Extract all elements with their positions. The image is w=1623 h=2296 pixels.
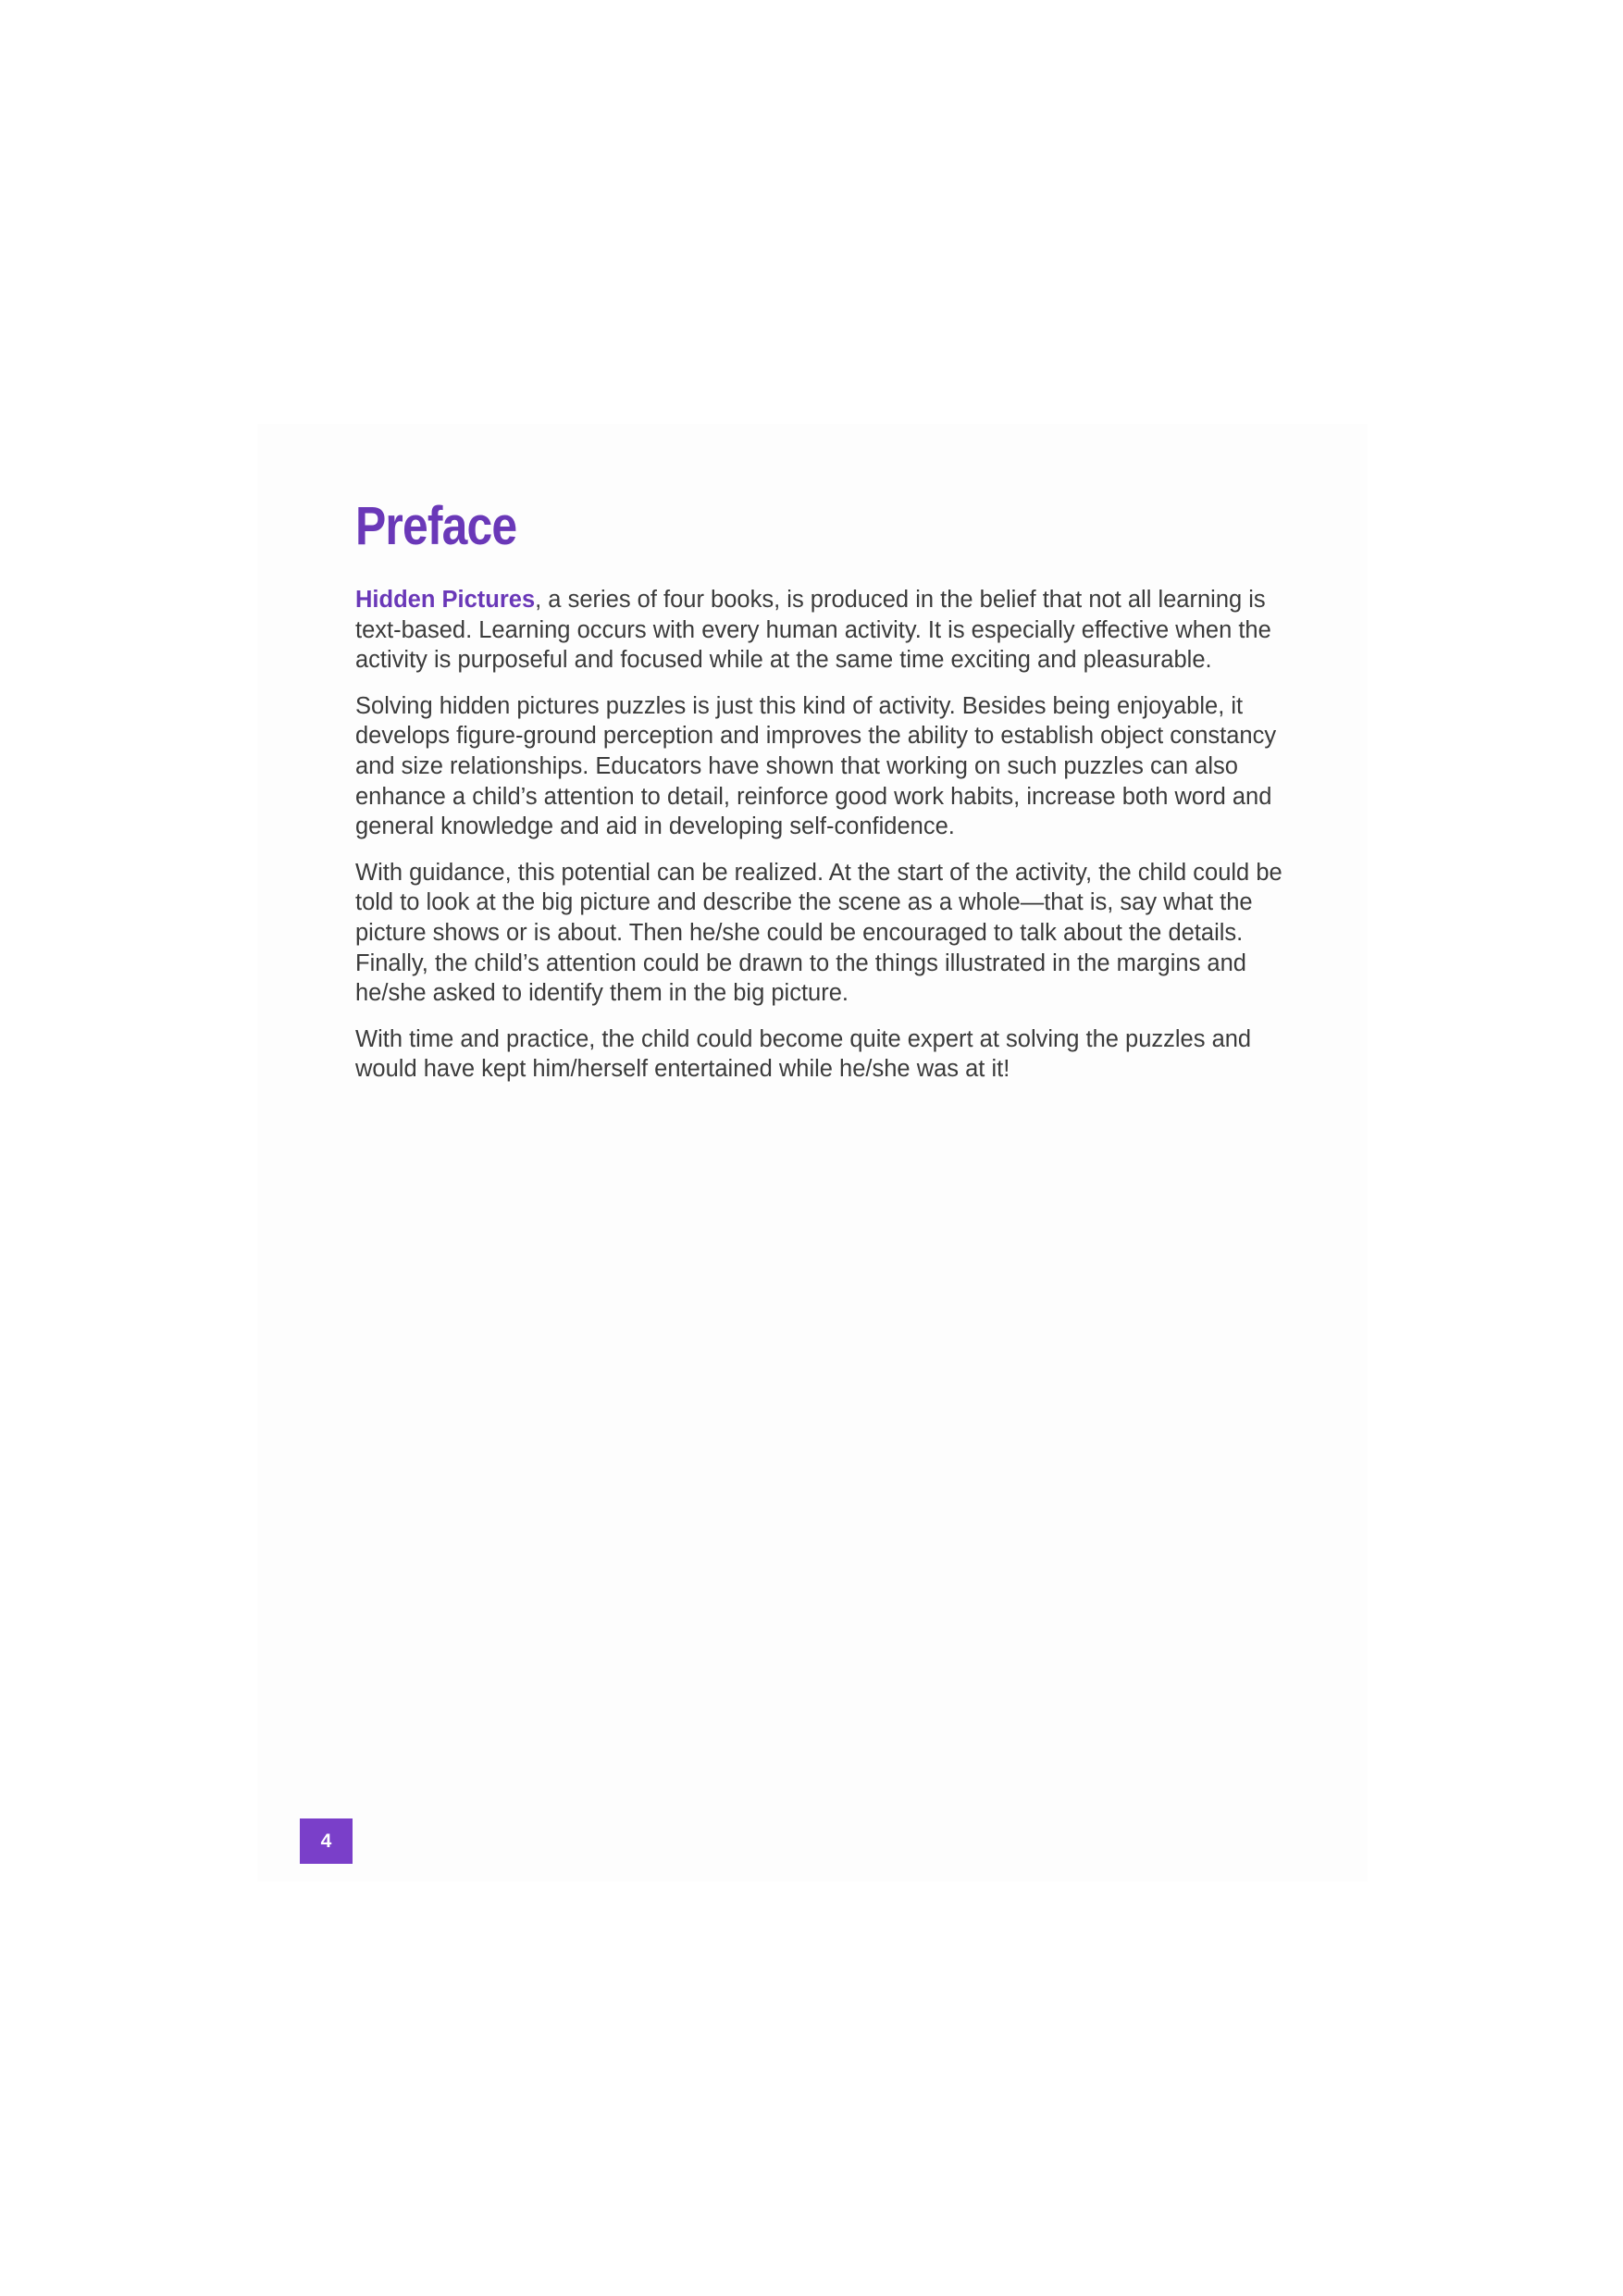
paragraph-2: Solving hidden pictures puzzles is just this kind of activity. Besides being enjoyable, it develops figure-ground perception and improves the ability to establish object constancy and size relationships. Educators have shown that working on such puzzles can also enhance a child’s attention to detail, reinforce good work habits, increase both word and general knowledge and aid in developing self-confidence.	[355, 692, 1277, 840]
preface-content	[355, 496, 1290, 1100]
paragraph-1-text: , a series of four books, is produced in the belief that not all learning is text-based. Learning occurs with every human activity. It is especially effective when the activity is purposeful and focused while at the same time exciting and pleasurable.	[355, 587, 1271, 674]
paragraph-3: With guidance, this potential can be realized. At the start of the activity, the child could be told to look at the big picture and describe the scene as a whole—that is, say what the picture shows or is about. Then he/she could be encouraged to talk about the details. Finally, the child’s attention could be drawn to the things illustrated in the margins and he/she asked to identify them in the big picture.	[355, 859, 1282, 1007]
page-number-badge: 4	[300, 1818, 353, 1864]
series-title: Hidden Pictures	[355, 587, 536, 613]
paragraph-4: With time and practice, the child could become quite expert at solving the puzzles and would have kept him/herself entertained while he/she was at it!	[355, 1025, 1252, 1083]
preface-body	[355, 585, 1290, 1085]
paragraph-1	[355, 585, 1290, 676]
page-title: Preface	[355, 496, 517, 556]
